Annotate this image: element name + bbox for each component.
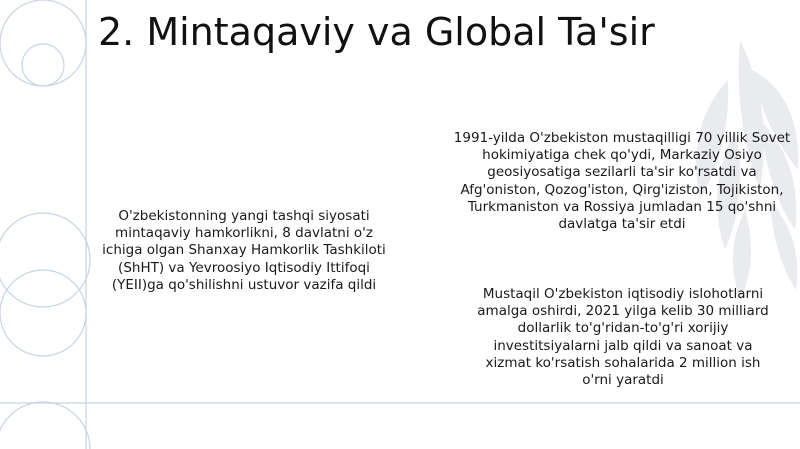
text-block-regional-cooperation: O'zbekistonning yangi tashqi siyosati mintaqaviy hamkorlikni, 8 davlatni o'z ichiga olgan Shanxay Hamkorlik Tashkiloti (ShHT) va Yevroosiyo Iqtisodiy Ittifoqi (YEII)ga qo'shilishni ustuvor vazifa qildi <box>102 208 386 293</box>
text-block-economic-reforms: Mustaqil O'zbekiston iqtisodiy islohotlarni amalga oshirdi, 2021 yilga kelib 30 milliard dollarlik to'g'ridan-to'g'ri xorijiy investitsiyalarni jalb qildi va sanoat va xizmat ko'rsatish sohalarida 2 million ish o'rni yaratdi <box>477 286 769 389</box>
circle-outline-icon <box>0 0 90 449</box>
text-block-independence-1991: 1991-yilda O'zbekiston mustaqilligi 70 yillik Sovet hokimiyatiga chek qo'ydi, Markaziy Osiyo geosiyosatiga sezilarli ta'sir ko'rsatdi va Afg'oniston, Qozog'iston, Qirg'iziston, Tojikiston, Turkmaniston va Rossiya jumladan 15 qo'shni davlatga ta'sir etdi <box>453 130 791 233</box>
page-title: 2. Mintaqaviy va Global Ta'sir <box>98 10 655 54</box>
